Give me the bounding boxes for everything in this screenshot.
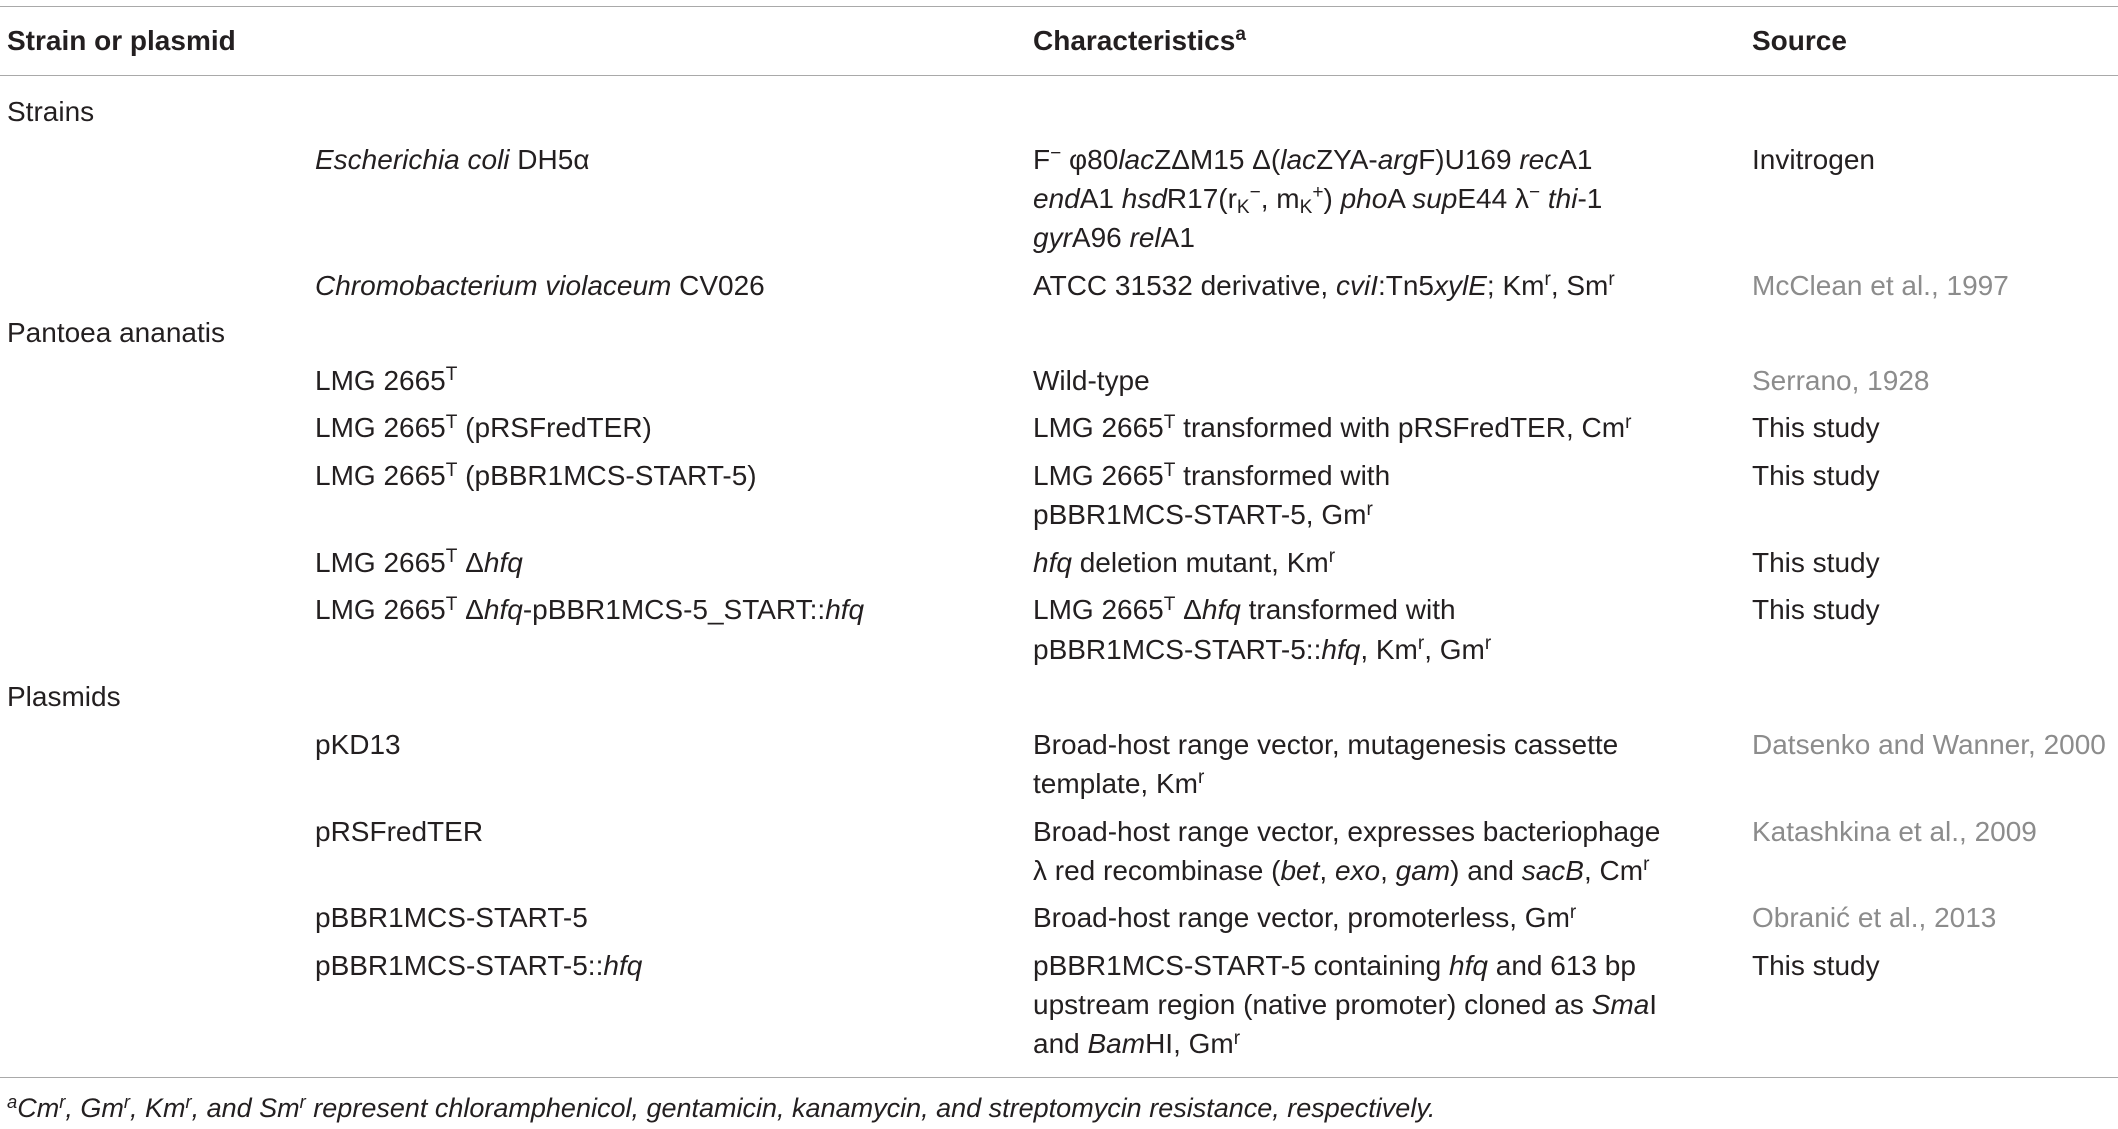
characteristics-cell xyxy=(1033,543,1752,582)
source-text: This study xyxy=(1752,546,1880,578)
text-run: F xyxy=(1033,143,1051,175)
text-run: , Cm xyxy=(1583,854,1644,886)
italic-text: lac xyxy=(1118,143,1155,175)
text-run: (pRSFredTER) xyxy=(457,412,652,444)
characteristics-cell xyxy=(1033,590,1752,668)
header-strain-or-plasmid: Strain or plasmid xyxy=(7,25,236,56)
characteristics-line xyxy=(1033,456,1752,495)
italic-text: hfq xyxy=(603,949,643,981)
reference-link[interactable]: McClean et al., 1997 xyxy=(1752,269,2009,301)
section-label: Plasmids xyxy=(7,681,121,713)
characteristics-cell xyxy=(1033,725,1752,803)
strain-or-plasmid-name xyxy=(7,812,1033,890)
italic-text: hfq xyxy=(1201,594,1241,626)
text-run: ZYA- xyxy=(1316,143,1378,175)
characteristics-line xyxy=(1033,1024,1752,1063)
superscript: r xyxy=(1608,269,1615,291)
italic-text: Sma xyxy=(1591,989,1650,1021)
superscript: r xyxy=(59,1090,66,1112)
characteristics-line xyxy=(1033,898,1752,937)
characteristics-line xyxy=(1033,946,1752,985)
strain-or-plasmid-name xyxy=(7,898,1033,937)
strain-or-plasmid-name xyxy=(7,725,1033,803)
text-run: and 613 bp xyxy=(1487,949,1636,981)
text-run: , Km xyxy=(129,1093,186,1123)
table-row xyxy=(0,586,2118,673)
text-run: F)U169 xyxy=(1418,143,1520,175)
text-run: and xyxy=(1033,1028,1088,1060)
italic-text: hfq xyxy=(483,594,523,626)
text-run: pBBR1MCS-START-5 xyxy=(315,902,588,934)
text-run: Δ xyxy=(457,594,484,626)
superscript: T xyxy=(445,411,458,433)
text-run: A1 xyxy=(1558,143,1593,175)
characteristics-line xyxy=(1033,985,1752,1024)
text-run: , Gm xyxy=(65,1093,124,1123)
table-body xyxy=(0,76,2118,1077)
characteristics-line xyxy=(1033,725,1752,764)
text-run: pKD13 xyxy=(315,728,401,760)
table-row xyxy=(0,942,2118,1068)
text-run: , Gm xyxy=(1424,633,1485,665)
header-characteristics xyxy=(1033,21,1752,60)
superscript: r xyxy=(1544,269,1551,291)
text-run: ; Km xyxy=(1486,269,1545,301)
characteristics-line xyxy=(1033,764,1752,803)
italic-text: cviI xyxy=(1335,269,1378,301)
italic-text: gyr xyxy=(1033,222,1072,254)
text-run: ) xyxy=(1323,182,1341,214)
superscript: a xyxy=(7,1090,18,1112)
superscript: r xyxy=(185,1090,192,1112)
text-run: DH5α xyxy=(509,143,590,175)
text-run: pBBR1MCS-START-5:: xyxy=(315,949,604,981)
text-run: , xyxy=(1380,854,1396,886)
superscript: r xyxy=(123,1090,130,1112)
text-run: , Km xyxy=(1360,633,1418,665)
text-run: A1 xyxy=(1079,182,1122,214)
italic-text: sup xyxy=(1412,182,1458,214)
source-text: This study xyxy=(1752,412,1880,444)
text-run: transformed with xyxy=(1240,594,1456,626)
italic-text: bet xyxy=(1280,854,1320,886)
italic-text: Bam xyxy=(1087,1028,1146,1060)
superscript: r xyxy=(1625,411,1632,433)
text-run: φ80 xyxy=(1061,143,1119,175)
italic-text: pho xyxy=(1340,182,1388,214)
text-run: Cm xyxy=(17,1093,60,1123)
characteristics-line xyxy=(1033,495,1752,534)
header-source: Source xyxy=(1752,25,1847,56)
superscript: r xyxy=(1197,767,1205,789)
superscript: − xyxy=(1528,182,1541,204)
text-run: represent chloramphenicol, gentamicin, kanamycin, and streptomycin resistance, respectively. xyxy=(305,1093,1436,1123)
italic-text: hfq xyxy=(483,546,523,578)
strain-or-plasmid-name xyxy=(7,456,1033,534)
text-run: LMG 2665 xyxy=(1033,594,1164,626)
superscript: r xyxy=(1328,546,1336,568)
text-run: LMG 2665 xyxy=(1033,460,1164,492)
superscript: T xyxy=(1163,459,1176,481)
text-run: CV026 xyxy=(671,269,765,301)
text-run: λ red recombinase ( xyxy=(1033,854,1281,886)
source-text: This study xyxy=(1752,594,1880,626)
characteristics-line xyxy=(1033,218,1752,257)
italic-text: rec xyxy=(1519,143,1559,175)
text-run: LMG 2665 xyxy=(315,460,446,492)
italic-text: thi xyxy=(1547,182,1578,214)
characteristics-line xyxy=(1033,590,1752,629)
text-run: LMG 2665 xyxy=(315,546,446,578)
characteristics-line xyxy=(1033,630,1752,669)
section-row xyxy=(0,673,2118,721)
text-run: transformed with xyxy=(1175,460,1391,492)
italic-text: lac xyxy=(1280,143,1317,175)
characteristics-line xyxy=(1033,361,1752,400)
superscript: r xyxy=(1417,633,1425,655)
superscript: T xyxy=(445,459,458,481)
superscript: T xyxy=(445,546,458,568)
table-row xyxy=(0,539,2118,587)
superscript: r xyxy=(1569,901,1577,923)
characteristics-line xyxy=(1033,851,1752,890)
strain-or-plasmid-name xyxy=(7,590,1033,668)
italic-text: sacB xyxy=(1521,854,1584,886)
text-run: LMG 2665 xyxy=(315,364,446,396)
italic-text: hsd xyxy=(1121,182,1167,214)
text-run: deletion mutant, Km xyxy=(1071,546,1329,578)
text-run: I xyxy=(1649,989,1658,1021)
italic-text: arg xyxy=(1377,143,1419,175)
source-text: This study xyxy=(1752,949,1880,981)
superscript: r xyxy=(1233,1027,1241,1049)
subscript: K xyxy=(1236,197,1250,219)
superscript: T xyxy=(445,593,458,615)
superscript: T xyxy=(1163,411,1176,433)
superscript: r xyxy=(1366,498,1373,520)
text-run: pBBR1MCS-START-5:: xyxy=(1033,633,1322,665)
superscript: r xyxy=(1643,854,1650,876)
characteristics-cell xyxy=(1033,361,1752,400)
table-header xyxy=(0,7,2118,76)
characteristics-cell xyxy=(1033,266,1752,305)
strain-or-plasmid-name xyxy=(7,543,1033,582)
strain-or-plasmid-name xyxy=(7,140,1033,258)
characteristics-line xyxy=(1033,543,1752,582)
italic-text: end xyxy=(1033,182,1080,214)
text-run: ) and xyxy=(1450,854,1522,886)
characteristics-line xyxy=(1033,408,1752,447)
superscript: T xyxy=(1163,593,1176,615)
characteristics-line xyxy=(1033,140,1752,179)
text-run: LMG 2665 xyxy=(1033,412,1164,444)
italic-text: gam xyxy=(1395,854,1451,886)
reference-link[interactable]: Datsenko and Wanner, 2000 xyxy=(1752,728,2106,760)
text-run: Δ xyxy=(457,546,484,578)
characteristics-cell xyxy=(1033,898,1752,937)
table-row xyxy=(0,721,2118,808)
superscript: + xyxy=(1312,182,1324,204)
table-row xyxy=(0,357,2118,405)
source-text: Invitrogen xyxy=(1752,143,1875,175)
italic-text: hfq xyxy=(1449,949,1488,981)
text-run: Wild-type xyxy=(1033,364,1150,396)
text-run: pBBR1MCS-START-5 containing xyxy=(1033,949,1450,981)
italic-text: hfq xyxy=(1033,546,1072,578)
superscript: r xyxy=(299,1090,306,1112)
superscript: − xyxy=(1050,143,1062,165)
header-characteristics-label: Characteristics xyxy=(1033,25,1236,56)
reference-link[interactable]: Katashkina et al., 2009 xyxy=(1752,815,2037,847)
source-text: This study xyxy=(1752,460,1880,492)
strain-or-plasmid-name xyxy=(7,266,1033,305)
text-run: Broad-host range vector, promoterless, Gm xyxy=(1033,902,1570,934)
text-run: LMG 2665 xyxy=(315,412,446,444)
text-run: upstream region (native promoter) cloned as xyxy=(1033,989,1592,1021)
strain-or-plasmid-name xyxy=(7,408,1033,447)
text-run: -pBBR1MCS-5_START:: xyxy=(522,594,826,626)
text-run: HI, Gm xyxy=(1145,1028,1234,1060)
table-row xyxy=(0,262,2118,310)
characteristics-cell xyxy=(1033,456,1752,534)
italic-text: xylE xyxy=(1434,269,1487,301)
italic-text: rel xyxy=(1129,222,1161,254)
characteristics-cell xyxy=(1033,946,1752,1064)
subscript: K xyxy=(1299,197,1313,219)
text-run: A96 xyxy=(1071,222,1130,254)
section-row xyxy=(0,88,2118,136)
text-run: -1 xyxy=(1577,182,1603,214)
text-run: ATCC 31532 derivative, xyxy=(1033,269,1336,301)
table-row xyxy=(0,807,2118,894)
text-run: A1 xyxy=(1160,222,1195,254)
text-run: transformed with pRSFredTER, Cm xyxy=(1175,412,1626,444)
text-run: template, Km xyxy=(1033,767,1198,799)
characteristics-cell xyxy=(1033,140,1752,258)
text-run: Δ xyxy=(1175,594,1202,626)
text-run: , xyxy=(1319,854,1335,886)
characteristics-cell xyxy=(1033,408,1752,447)
text-run: E44 λ xyxy=(1457,182,1529,214)
strain-or-plasmid-name xyxy=(7,361,1033,400)
footnote-marker: a xyxy=(1235,24,1246,46)
table-row xyxy=(0,894,2118,942)
reference-link[interactable]: Serrano, 1928 xyxy=(1752,364,1930,396)
text-run: R17(r xyxy=(1166,182,1237,214)
superscript: T xyxy=(445,364,458,386)
text-run: :Tn5 xyxy=(1377,269,1434,301)
table-row xyxy=(0,404,2118,452)
table-footnote xyxy=(7,1091,1435,1125)
table-row xyxy=(0,452,2118,539)
text-run: , Sm xyxy=(1550,269,1609,301)
text-run: , and Sm xyxy=(191,1093,300,1123)
text-run: LMG 2665 xyxy=(315,594,446,626)
italic-text: Escherichia coli xyxy=(315,143,510,175)
reference-link[interactable]: Obranić et al., 2013 xyxy=(1752,902,1997,934)
text-run: pRSFredTER xyxy=(315,815,484,847)
italic-text: exo xyxy=(1334,854,1381,886)
text-run: Broad-host range vector, mutagenesis cassette xyxy=(1033,728,1619,760)
characteristics-line xyxy=(1033,179,1752,218)
section-label: Strains xyxy=(7,96,95,128)
section-row xyxy=(0,309,2118,357)
italic-text: Chromobacterium violaceum xyxy=(315,269,672,301)
strains-and-plasmids-table xyxy=(0,6,2118,1078)
text-run: , m xyxy=(1260,182,1300,214)
italic-text: hfq xyxy=(825,594,865,626)
text-run: (pBBR1MCS-START-5) xyxy=(457,460,757,492)
text-run: Broad-host range vector, expresses bacteriophage xyxy=(1033,815,1661,847)
superscript: − xyxy=(1249,182,1261,204)
text-run xyxy=(1540,183,1548,214)
table-row xyxy=(0,136,2118,262)
text-run: A xyxy=(1387,182,1413,214)
characteristics-cell xyxy=(1033,812,1752,890)
text-run: ZΔM15 Δ( xyxy=(1154,143,1281,175)
italic-text: hfq xyxy=(1321,633,1361,665)
text-run: pBBR1MCS-START-5, Gm xyxy=(1033,499,1367,531)
section-label: Pantoea ananatis xyxy=(7,317,225,349)
strain-or-plasmid-name xyxy=(7,946,1033,1064)
characteristics-line xyxy=(1033,266,1752,305)
characteristics-line xyxy=(1033,812,1752,851)
superscript: r xyxy=(1484,633,1492,655)
